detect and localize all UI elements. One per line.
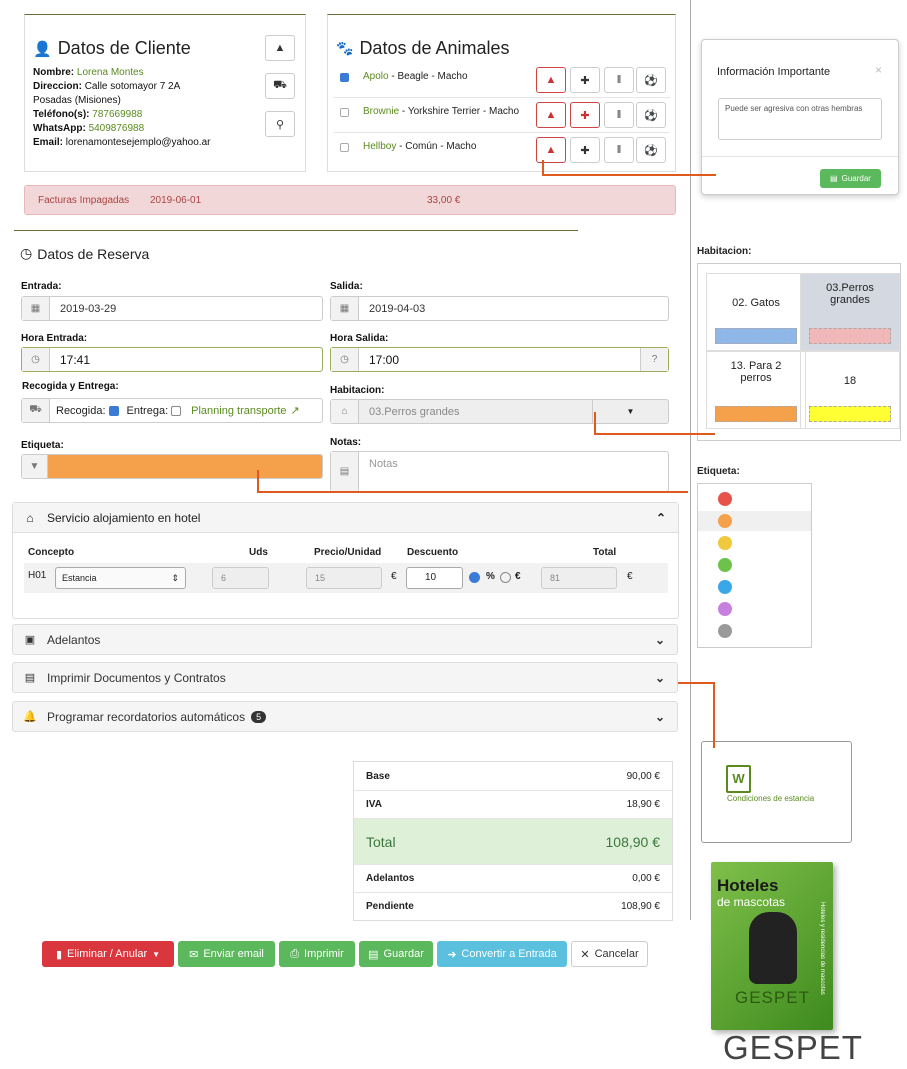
truck-icon: ⛟ [273, 79, 287, 91]
animal-toy-button[interactable] [636, 137, 666, 163]
recogida-label: Recogida y Entrega: [22, 381, 119, 392]
total-row: Total 108,90 € [354, 818, 672, 864]
cutlery-icon: ‖ [616, 109, 622, 121]
facturas-label: Facturas Impagadas [38, 195, 130, 206]
animal-label: Brownie - Yorkshire Terrier - Macho [363, 106, 519, 117]
reserva-divider [14, 230, 578, 231]
animal-alert-button[interactable] [536, 67, 566, 93]
room-18[interactable]: 18 [800, 351, 900, 429]
recordatorios-badge: 5 [251, 711, 266, 723]
cutlery-icon: ‖ [616, 144, 622, 156]
cliente-transport-button[interactable] [265, 73, 295, 99]
medkit-icon: ✚ [580, 109, 590, 122]
save-icon: ▤ [368, 948, 379, 961]
animal-medical-button[interactable] [570, 67, 600, 93]
cliente-panel [24, 14, 306, 172]
hora-entrada-field[interactable]: ◷ 17:41 [21, 347, 323, 372]
servicio-header[interactable]: ⌂ Servicio alojamiento en hotel ⌃ [13, 503, 678, 533]
entrada-label: Entrada: [21, 281, 62, 292]
bulldog-image [749, 912, 797, 984]
animal-medical-button[interactable] [570, 137, 600, 163]
ball-icon: ⚽ [644, 74, 658, 87]
base-row: Base 90,00 € [366, 770, 660, 782]
habitacion-grid [697, 263, 901, 441]
adelantos-accordion[interactable]: ▣ Adelantos ⌄ [12, 624, 678, 655]
clock-icon: ◷ [22, 348, 50, 371]
cliente-ciudad: Posadas (Misiones) [33, 95, 121, 106]
money-icon: ▣ [24, 634, 36, 646]
adelantos-row: Adelantos 0,00 € [354, 864, 672, 892]
cliente-info: Nombre: Lorena Montes Direccion: Calle sotomayor 7 2A Posadas (Misiones) Teléfono(s): 787669988 WhatsApp: 5409876988 Email: lorenamontesejemplo@yahoo.ar [33, 67, 211, 148]
uds-input[interactable]: 6 [212, 567, 269, 589]
animal-food-button[interactable] [604, 102, 634, 128]
header-concepto: Concepto [28, 547, 75, 558]
warning-icon: ▲ [545, 109, 557, 121]
animal-alert-button[interactable] [536, 137, 566, 163]
vertical-divider [690, 0, 691, 920]
bell-icon: 🔔 [23, 711, 37, 723]
entrada-field[interactable]: ▦ 2019-03-29 [21, 296, 323, 321]
info-popup-textarea[interactable]: Puede ser agresiva con otras hembras [718, 98, 882, 140]
product-box [711, 862, 833, 1030]
annotation-line [542, 160, 544, 175]
warning-icon: ▲ [274, 42, 286, 54]
truck-icon: ⛟ [22, 399, 50, 422]
animal-food-button[interactable] [604, 137, 634, 163]
info-popup [701, 39, 899, 195]
map-marker-icon: ⚲ [275, 118, 285, 131]
etiqueta-select[interactable] [21, 454, 323, 479]
habitacion-grid-label: Habitacion: [697, 246, 752, 257]
paw-icon: 🐾 [336, 40, 354, 56]
chevron-down-icon: ▼ [592, 400, 668, 423]
word-document-icon: W [726, 765, 751, 793]
facturas-amount: 33,00 € [427, 195, 461, 206]
info-popup-save-button[interactable]: ▤ Guardar [820, 169, 881, 188]
animal-label: Hellboy - Común - Macho [363, 141, 477, 152]
divider [702, 156, 898, 157]
animal-food-button[interactable] [604, 67, 634, 93]
precio-input[interactable]: 15 [306, 567, 382, 589]
product-side-text: Hoteles y residencias de mascotas [819, 902, 825, 995]
annotation-line [594, 433, 715, 435]
annotation-line [678, 682, 715, 684]
cutlery-icon: ‖ [616, 74, 622, 86]
cliente-alert-button[interactable] [265, 35, 295, 61]
pendiente-row: Pendiente 108,90 € [354, 892, 672, 920]
annotation-line [594, 412, 596, 434]
facturas-alert [24, 185, 676, 215]
row-code: H01 [28, 570, 47, 581]
cliente-title: 👤 Datos de Cliente [33, 38, 191, 58]
save-icon: ▤ [830, 174, 838, 183]
color-option-purple[interactable] [718, 602, 732, 616]
color-option-orange[interactable] [718, 514, 732, 528]
animal-checkbox[interactable] [340, 73, 349, 82]
eliminar-button[interactable]: ▮ Eliminar / Anular ▼ [42, 941, 174, 967]
clock-icon: ◷ [331, 348, 359, 371]
animal-checkbox[interactable] [340, 108, 349, 117]
imprimir-button[interactable]: ⎙ Imprimir [279, 941, 355, 967]
product-brand: GESPET [735, 988, 810, 1007]
annotation-line [257, 491, 688, 493]
ball-icon: ⚽ [644, 109, 658, 122]
reserva-title: ◷ Datos de Reserva [20, 245, 150, 262]
animal-toy-button[interactable] [636, 102, 666, 128]
cliente-telefono[interactable]: 787669988 [92, 109, 143, 120]
annotation-line [713, 682, 715, 748]
annotation-line [542, 174, 716, 176]
facturas-date: 2019-06-01 [150, 195, 202, 206]
cliente-whatsapp[interactable]: 5409876988 [88, 123, 145, 134]
printer-icon: ▤ [24, 672, 36, 684]
envelope-icon: ✉ [189, 948, 199, 961]
external-link-icon: ↗ [290, 405, 300, 417]
total-input: 81 [541, 567, 617, 589]
convertir-button[interactable]: ➜ Convertir a Entrada [437, 941, 567, 967]
habitacion-select[interactable]: ⌂ 03.Perros grandes ▼ [330, 399, 669, 424]
cliente-direccion: Calle sotomayor 7 2A [84, 81, 181, 92]
animal-alert-button[interactable] [536, 102, 566, 128]
header-uds: Uds [249, 547, 268, 558]
color-option-red[interactable] [718, 492, 732, 506]
color-option-green[interactable] [718, 558, 732, 572]
etiqueta-label: Etiqueta: [21, 440, 64, 451]
animal-toy-button[interactable] [636, 67, 666, 93]
salida-label: Salida: [330, 281, 363, 292]
etiqueta-selected-row [698, 511, 811, 531]
planning-link[interactable]: Planning transporte [191, 404, 287, 417]
guardar-button[interactable]: ▤ Guardar [359, 941, 433, 967]
home-icon: ⌂ [26, 510, 34, 525]
salida-field[interactable]: ▦ 2019-04-03 [330, 296, 669, 321]
animal-row [328, 67, 675, 101]
currency-label: € [391, 571, 397, 582]
product-line1: Hoteles [717, 876, 779, 895]
color-option-gray[interactable] [718, 624, 732, 638]
descuento-input[interactable]: 10 [406, 567, 463, 589]
etiqueta-picker [697, 483, 812, 648]
hora-salida-label: Hora Salida: [330, 333, 389, 344]
hora-salida-field[interactable]: ◷ 17:00 ? [330, 347, 669, 372]
warning-icon: ▲ [545, 144, 557, 156]
header-precio: Precio/Unidad [314, 547, 382, 558]
imprimir-accordion[interactable]: ▤ Imprimir Documentos y Contratos ⌄ [12, 662, 678, 693]
header-total: Total [593, 547, 617, 558]
room-para-2-perros[interactable]: 13. Para 2 perros [706, 351, 806, 429]
color-option-yellow[interactable] [718, 536, 732, 550]
medkit-icon: ✚ [580, 74, 590, 87]
recordatorios-accordion[interactable]: 🔔 Programar recordatorios automáticos 5 ⌄ [12, 701, 678, 732]
entrega-checkbox[interactable] [171, 406, 181, 416]
printer-icon: ⎙ [290, 947, 300, 960]
close-icon: ✕ [580, 948, 590, 961]
chevron-down-icon: ⌄ [654, 670, 665, 685]
divider [334, 132, 670, 133]
document-icon: ▤ [331, 452, 359, 491]
etiqueta-color [48, 455, 322, 478]
medkit-icon: ✚ [580, 144, 590, 157]
room-gatos[interactable]: 02. Gatos [706, 273, 806, 351]
annotation-line [257, 470, 259, 492]
animal-row [328, 102, 675, 136]
cliente-map-button[interactable] [265, 111, 295, 137]
gespet-logo: GESPET [723, 1029, 863, 1066]
chevron-down-icon: ▼ [22, 455, 48, 478]
email-button[interactable]: ✉ Enviar email [178, 941, 275, 967]
header-descuento: Descuento [407, 547, 459, 558]
habitacion-label: Habitacion: [330, 385, 385, 396]
euro-radio[interactable] [500, 572, 511, 583]
percent-radio[interactable] [469, 572, 480, 583]
divider [334, 97, 670, 98]
close-icon[interactable]: × [874, 63, 882, 77]
recogida-field: ⛟ Recogida: Entrega: Planning transporte ↗ [21, 398, 323, 423]
recogida-checkbox[interactable] [109, 406, 119, 416]
chevron-down-icon: ⌄ [654, 632, 665, 647]
animal-row [328, 137, 675, 171]
animal-medical-button[interactable] [570, 102, 600, 128]
help-icon[interactable]: ? [640, 348, 668, 371]
notas-label: Notas: [330, 437, 362, 448]
euro-label: € [515, 571, 521, 582]
cancelar-button[interactable]: ✕ Cancelar [571, 941, 648, 967]
color-option-blue[interactable] [718, 580, 732, 594]
room-perros-grandes[interactable]: 03.Perros grandes [800, 273, 900, 351]
currency-label: € [627, 571, 633, 582]
documento-card[interactable] [701, 741, 852, 843]
clock-icon: ◷ [20, 245, 33, 261]
percent-label: % [486, 571, 495, 582]
cliente-nombre: Lorena Montes [76, 67, 144, 78]
product-line2: de mascotas [717, 895, 786, 909]
concepto-select[interactable]: Estancia ⇕ [55, 567, 186, 589]
calendar-icon: ▦ [331, 297, 359, 320]
animal-label: Apolo - Beagle - Macho [363, 71, 468, 82]
warning-icon: ▲ [545, 74, 557, 86]
etiqueta-picker-label: Etiqueta: [697, 466, 740, 477]
hora-entrada-label: Hora Entrada: [21, 333, 88, 344]
chevron-down-icon: ⌄ [654, 709, 665, 724]
calendar-icon: ▦ [22, 297, 50, 320]
home-icon: ⌂ [331, 400, 359, 423]
notas-field[interactable]: ▤ Notas [330, 451, 669, 492]
user-icon: 👤 [33, 40, 52, 58]
chevron-up-icon: ⌃ [655, 510, 666, 525]
sign-in-icon: ➜ [447, 948, 457, 961]
documento-label: Condiciones de estancia [727, 794, 815, 803]
iva-row: IVA 18,90 € [354, 790, 672, 818]
animal-checkbox[interactable] [340, 143, 349, 152]
servicio-panel [12, 502, 679, 619]
trash-icon: ▮ [55, 948, 63, 961]
animales-title: 🐾 Datos de Animales [336, 38, 510, 58]
info-popup-title: Información Importante [717, 66, 831, 78]
cliente-email[interactable]: lorenamontesejemplo@yahoo.ar [65, 137, 211, 148]
ball-icon: ⚽ [644, 144, 658, 157]
animales-panel [327, 14, 676, 172]
